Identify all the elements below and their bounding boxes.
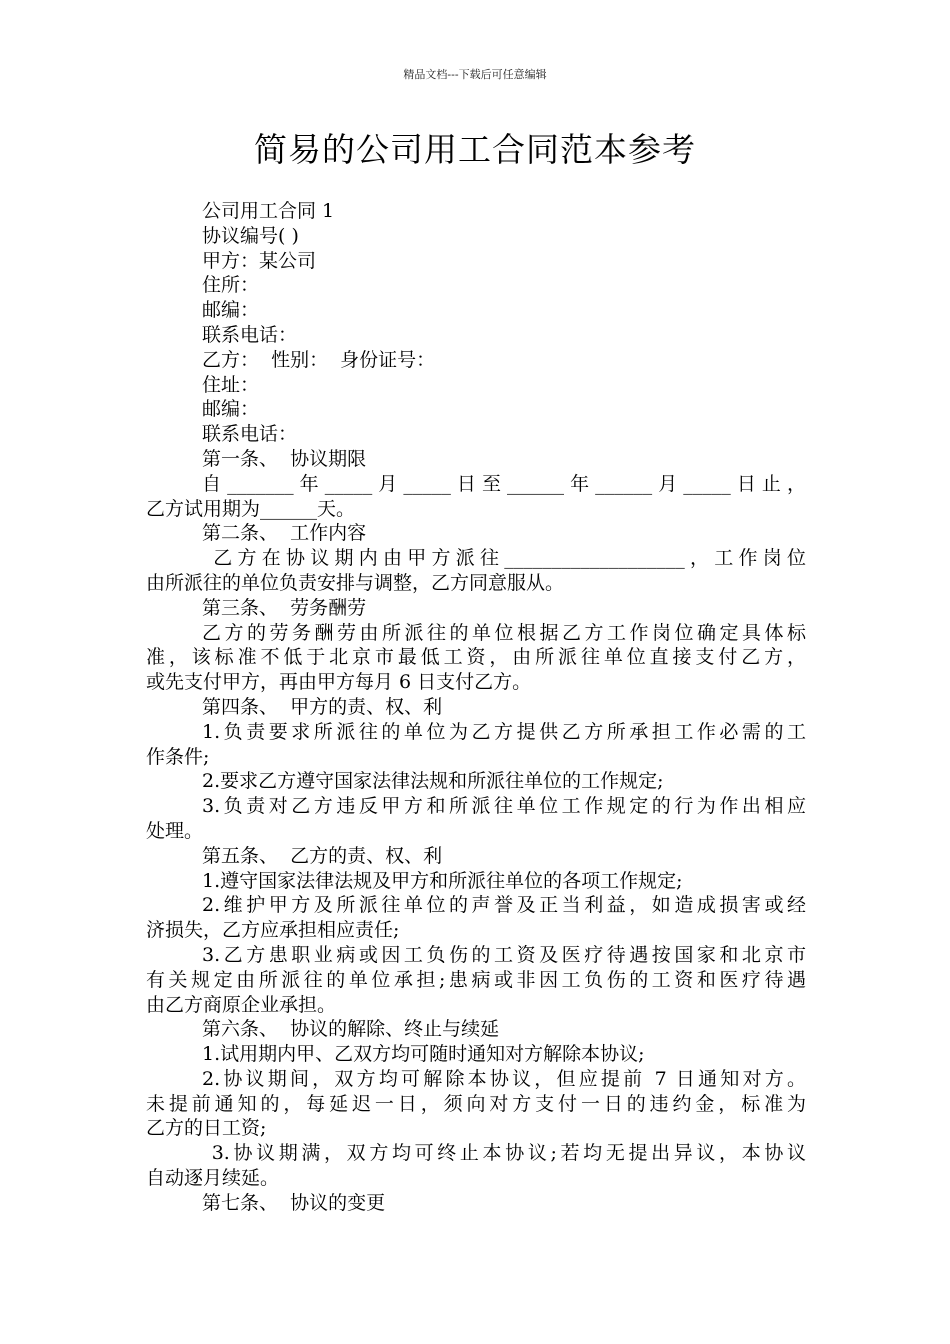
contract-name: 公司用工合同 1: [202, 200, 335, 222]
article-2-text-line: 由所派往的单位负责安排与调整，乙方同意服从。: [146, 571, 565, 594]
agreement-number: 协议编号( ): [202, 224, 299, 247]
article-2-heading: 第二条、 工作内容: [202, 522, 367, 545]
contract-body: [146, 199, 806, 1216]
article-1-text-line: 乙方试用期为______天。: [146, 497, 356, 520]
article-1-heading: 第一条、 协议期限: [202, 447, 367, 470]
party-b-postcode: 邮编：: [202, 398, 260, 421]
article-4-item-line: 处理。: [146, 819, 204, 842]
party-a-phone: 联系电话：: [202, 323, 298, 346]
article-5-item-line: 3.乙方患职业病或因工负伤的工资及医疗待遇按国家和北京市: [202, 943, 806, 966]
article-4-item-line: 3.负责对乙方违反甲方和所派往单位工作规定的行为作出相应: [202, 795, 806, 818]
article-6-item-line: 自动逐月续延。: [146, 1167, 280, 1190]
party-a: 甲方：某公司: [202, 249, 317, 272]
article-6-heading: 第六条、 协议的解除、终止与续延: [202, 1018, 500, 1041]
document-title: 简易的公司用工合同范本参考: [254, 130, 696, 169]
article-1-text-line: 自_______年_____月_____日至______年______月_____日止，: [202, 472, 806, 495]
article-3-heading: 第三条、 劳务酬劳: [202, 596, 367, 619]
article-3-text-line: 准，该标准不低于北京市最低工资，由所派往单位直接支付乙方，: [146, 646, 806, 669]
article-6-item-line: 2.协议期间，双方均可解除本协议，但应提前 7 日通知对方。: [202, 1067, 806, 1090]
article-2-text-line: 乙方在协议期内由甲方派往___________________，工作岗位: [202, 547, 806, 570]
party-b: 乙方： 性别： 身份证号：: [202, 348, 436, 371]
party-a-postcode: 邮编：: [202, 299, 260, 322]
article-6-item-line: 乙方的日工资;: [146, 1117, 267, 1140]
article-4-heading: 第四条、 甲方的责、权、利: [202, 695, 443, 718]
article-5-item-line: 由乙方商原企业承担。: [146, 993, 337, 1016]
article-4-item-line: 1.负责要求所派往的单位为乙方提供乙方所承担工作必需的工: [202, 720, 806, 743]
article-3-text-line: 乙方的劳务酬劳由所派往的单位根据乙方工作岗位确定具体标: [202, 621, 806, 644]
article-5-item-line: 有关规定由所派往的单位承担;患病或非因工负伤的工资和医疗待遇: [146, 968, 806, 991]
party-a-address: 住所：: [202, 274, 260, 297]
article-6-item-line: 1.试用期内甲、乙双方均可随时通知对方解除本协议;: [202, 1043, 645, 1066]
article-5-item-line: 2.维护甲方及所派往单位的声誉及正当利益，如造成损害或经: [202, 894, 806, 917]
article-5-item-line: 济损失，乙方应承担相应责任;: [146, 919, 400, 942]
article-3-text-line: 或先支付甲方，再由甲方每月 6 日支付乙方。: [146, 671, 532, 694]
article-6-item-line: 未提前通知的，每延迟一日，须向对方支付一日的违约金，标准为: [146, 1092, 806, 1115]
party-b-phone: 联系电话：: [202, 423, 298, 446]
article-6-item-line: 3.协议期满，双方均可终止本协议;若均无提出异议，本协议: [202, 1142, 806, 1165]
article-7-heading: 第七条、 协议的变更: [202, 1191, 386, 1214]
article-4-item-line: 作条件;: [146, 745, 210, 768]
article-5-item-line: 1.遵守国家法律法规及甲方和所派往单位的各项工作规定;: [202, 869, 683, 892]
party-b-address: 住址：: [202, 373, 260, 396]
article-4-item-line: 2.要求乙方遵守国家法律法规和所派往单位的工作规定;: [202, 770, 664, 793]
header-note: 精品文档---下载后可任意编辑: [403, 68, 547, 81]
article-5-heading: 第五条、 乙方的责、权、利: [202, 844, 443, 867]
